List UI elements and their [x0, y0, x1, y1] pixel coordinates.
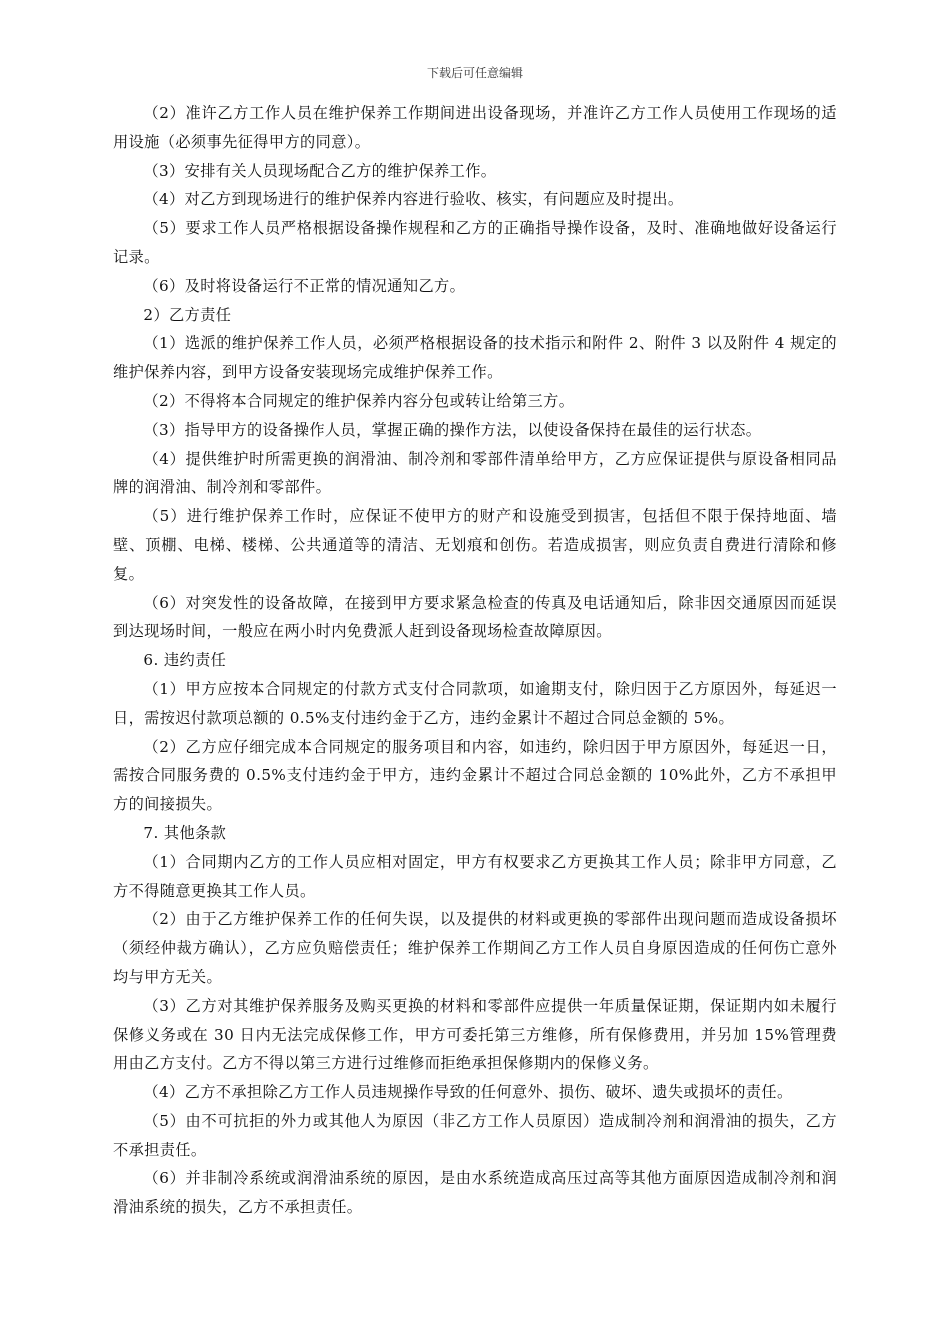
section-heading: 7. 其他条款 [143, 823, 227, 842]
paragraph: （3）指导甲方的设备操作人员，掌握正确的操作方法，以使设备保持在最佳的运行状态。 [143, 420, 762, 439]
paragraph: （6）对突发性的设备故障，在接到甲方要求紧急检查的传真及电话通知后，除非因交通原因而延误到达现场时间，一般应在两小时内免费派人赶到设备现场检查故障原因。 [113, 593, 837, 641]
paragraph: （3）乙方对其维护保养服务及购买更换的材料和零部件应提供一年质量保证期，保证期内如未履行保修义务或在 30 日内无法完成保修工作，甲方可委托第三方维修，所有保修费用，并另加 15%管理费用由乙方支付。乙方不得以第三方进行过维修而拒绝承担保修期内的保修义务。 [113, 996, 837, 1073]
paragraph: （1）合同期内乙方的工作人员应相对固定，甲方有权要求乙方更换其工作人员；除非甲方同意，乙方不得随意更换其工作人员。 [113, 852, 837, 900]
paragraph: （2）由于乙方维护保养工作的任何失误，以及提供的材料或更换的零部件出现问题而造成设备损坏（须经仲裁方确认），乙方应负赔偿责任；维护保养工作期间乙方工作人员自身原因造成的任何伤亡意外均与甲方无关。 [113, 910, 837, 986]
paragraph: （2）准许乙方工作人员在维护保养工作期间进出设备现场，并准许乙方工作人员使用工作现场的适用设施（必须事先征得甲方的同意）。 [113, 104, 837, 151]
paragraph: （4）乙方不承担除乙方工作人员违规操作导致的任何意外、损伤、破坏、遗失或损坏的责任。 [143, 1083, 793, 1102]
paragraph: （2）乙方应仔细完成本合同规定的服务项目和内容，如违约，除归因于甲方原因外，每延迟一日，需按合同服务费的 0.5%支付违约金于甲方，违约金累计不超过合同总金额的 10%此外，乙方不承担甲方的间接损失。 [113, 737, 837, 814]
document-body [113, 99, 837, 1222]
paragraph: （5）进行维护保养工作时，应保证不使甲方的财产和设施受到损害，包括但不限于保持地面、墙壁、顶棚、电梯、楼梯、公共通道等的清洁、无划痕和创伤。若造成损害，则应负责自费进行清除和修复。 [113, 507, 837, 583]
section-heading: 2）乙方责任 [143, 305, 232, 324]
paragraph: （4）提供维护时所需更换的润滑油、制冷剂和零部件清单给甲方，乙方应保证提供与原设备相同品牌的润滑油、制冷剂和零部件。 [113, 449, 837, 497]
paragraph: （5）要求工作人员严格根据设备操作规程和乙方的正确指导操作设备，及时、准确地做好设备运行记录。 [113, 219, 837, 266]
page-header: 下载后可任意编辑 [426, 66, 523, 80]
section-heading: 6. 违约责任 [143, 651, 227, 670]
paragraph: （1）甲方应按本合同规定的付款方式支付合同款项，如逾期支付，除归因于乙方原因外，每延迟一日，需按迟付款项总额的 0.5%支付违约金于乙方，违约金累计不超过合同总金额的 5%。 [113, 679, 837, 727]
paragraph: （4）对乙方到现场进行的维护保养内容进行验收、核实，有问题应及时提出。 [143, 190, 684, 209]
paragraph: （6）并非制冷系统或润滑油系统的原因，是由水系统造成高压过高等其他方面原因造成制冷剂和润滑油系统的损失，乙方不承担责任。 [113, 1169, 837, 1217]
paragraph: （2）不得将本合同规定的维护保养内容分包或转让给第三方。 [143, 391, 575, 410]
paragraph: （3）安排有关人员现场配合乙方的维护保养工作。 [143, 161, 497, 180]
paragraph: （6）及时将设备运行不正常的情况通知乙方。 [143, 276, 466, 295]
paragraph: （5）由不可抗拒的外力或其他人为原因（非乙方工作人员原因）造成制冷剂和润滑油的损失，乙方不承担责任。 [113, 1111, 837, 1159]
paragraph: （1）选派的维护保养工作人员，必须严格根据设备的技术指示和附件 2、附件 3 以及附件 4 规定的维护保养内容，到甲方设备安装现场完成维护保养工作。 [113, 334, 837, 382]
